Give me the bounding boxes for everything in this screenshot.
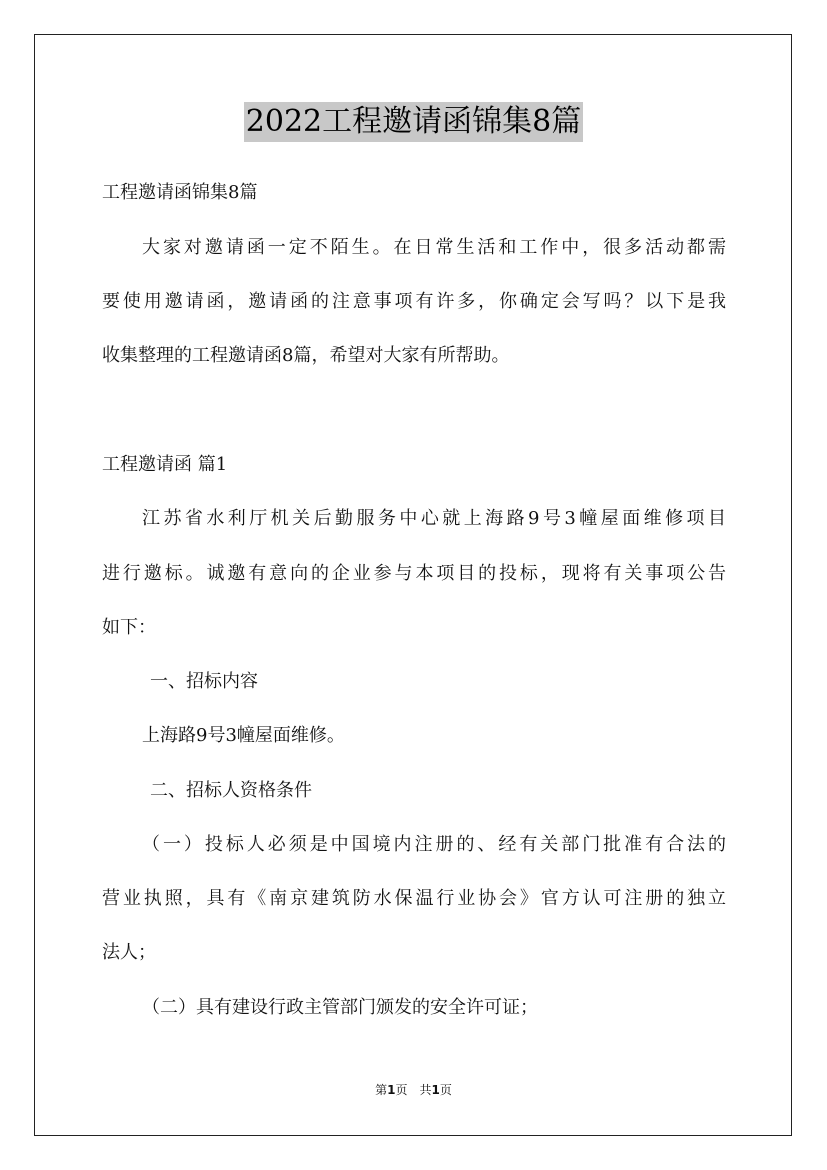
page-footer — [0, 1082, 827, 1098]
p4-line-1: （二）具有建设行政主管部门颁发的安全许可证； — [142, 997, 538, 1018]
heading-bid-content: 一、招标内容 — [150, 671, 258, 692]
p3-line-1: （一）投标人必须是中国境内注册的、经有关部门批准有合法的 — [142, 834, 726, 855]
intro-line-3: 收集整理的工程邀请函8篇，希望对大家有所帮助。 — [102, 345, 510, 366]
section-heading: 工程邀请函 篇1 — [102, 454, 228, 475]
footer-page-prefix: 第 — [375, 1083, 388, 1097]
document-title: 2022工程邀请函锦集8篇 — [244, 102, 583, 142]
intro-line-1: 大家对邀请函一定不陌生。在日常生活和工作中，很多活动都需 — [142, 237, 726, 258]
footer-page-suffix: 页 — [439, 1083, 452, 1097]
p1-line-1: 江苏省水利厅机关后勤服务中心就上海路9号3幢屋面维修项目 — [142, 508, 726, 529]
p3-line-2: 营业执照，具有《南京建筑防水保温行业协会》官方认可注册的独立 — [102, 888, 726, 909]
footer-page-current: 1 — [387, 1083, 396, 1097]
heading-qualifications: 二、招标人资格条件 — [150, 780, 312, 801]
title-container — [0, 102, 827, 142]
p3-line-3: 法人； — [102, 942, 156, 963]
p1-line-3: 如下： — [102, 617, 156, 638]
footer-page-mid: 页 共 — [395, 1083, 432, 1097]
intro-line-2: 要使用邀请函，邀请函的注意事项有许多，你确定会写吗？以下是我 — [102, 291, 726, 312]
bid-content-text: 上海路9号3幢屋面维修。 — [142, 725, 345, 746]
document-subtitle: 工程邀请函锦集8篇 — [102, 182, 258, 203]
footer-page-total: 1 — [431, 1083, 440, 1097]
p1-line-2: 进行邀标。诚邀有意向的企业参与本项目的投标，现将有关事项公告 — [102, 563, 726, 584]
